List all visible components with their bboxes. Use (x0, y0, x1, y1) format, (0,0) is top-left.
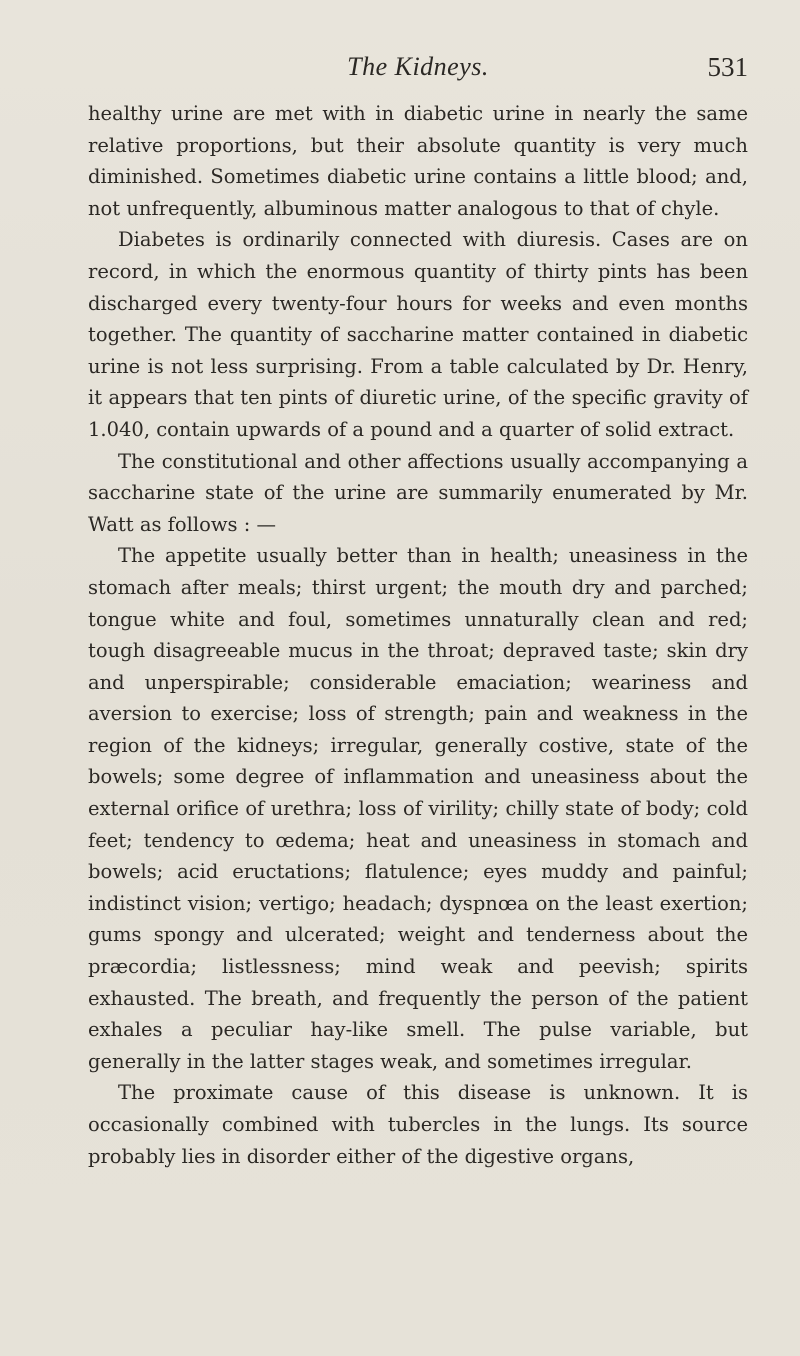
running-head (88, 52, 748, 84)
running-title: The Kidneys. (347, 52, 489, 81)
paragraph-symptoms: The appetite usually better than in health; uneasiness in the stomach after meals; thirst urgent; the mouth dry and parched; tongue white and foul, sometimes unnaturally clean and red; tough disagreeable mucus in the throat; depraved taste; skin dry and unperspirable; considerable emaciation; weariness and aversion to exercise; loss of strength; pain and weakness in the region of the kidneys; irregular, generally costive, state of the bowels; some degree of inflammation and uneasiness about the external orifice of urethra; loss of virility; chilly state of body; cold feet; tendency to œdema; heat and uneasiness in stomach and bowels; acid eructations; flatulence; eyes muddy and painful; indistinct vision; vertigo; headach; dyspnœa on the least exertion; gums spongy and ulcerated; weight and tenderness about the præcordia; listlessness; mind weak and peevish; spirits exhausted. The breath, and frequently the person of the patient exhales a peculiar hay-like smell. The pulse variable, but generally in the latter stages weak, and sometimes irregular. (88, 544, 748, 1073)
paragraph-affections-intro: The constitutional and other affections usually accompanying a saccharine state of the urine are summarily enumerated by Mr. Watt as follows : — (88, 449, 748, 536)
page-number: 531 (707, 52, 748, 82)
body-text (88, 98, 748, 1172)
paragraph-continued: healthy urine are met with in diabetic urine in nearly the same relative proportions, but their absolute quantity is very much diminished. Sometimes diabetic urine contains a little blood; and, not unfrequently, albuminous matter analogous to that of chyle. (88, 102, 748, 220)
paragraph-diuresis: Diabetes is ordinarily connected with diuresis. Cases are on record, in which the enormous quantity of thirty pints has been discharged every twenty-four hours for weeks and even months together. The quantity of saccharine matter contained in diabetic urine is not less surprising. From a table calculated by Dr. Henry, it appears that ten pints of diuretic urine, of the specific gravity of 1.040, contain upwards of a pound and a quarter of solid extract. (88, 228, 748, 441)
paragraph-proximate-cause: The proximate cause of this disease is unknown. It is occasionally combined with tubercles in the lungs. Its source probably lies in disorder either of the digestive organs, (88, 1081, 748, 1168)
